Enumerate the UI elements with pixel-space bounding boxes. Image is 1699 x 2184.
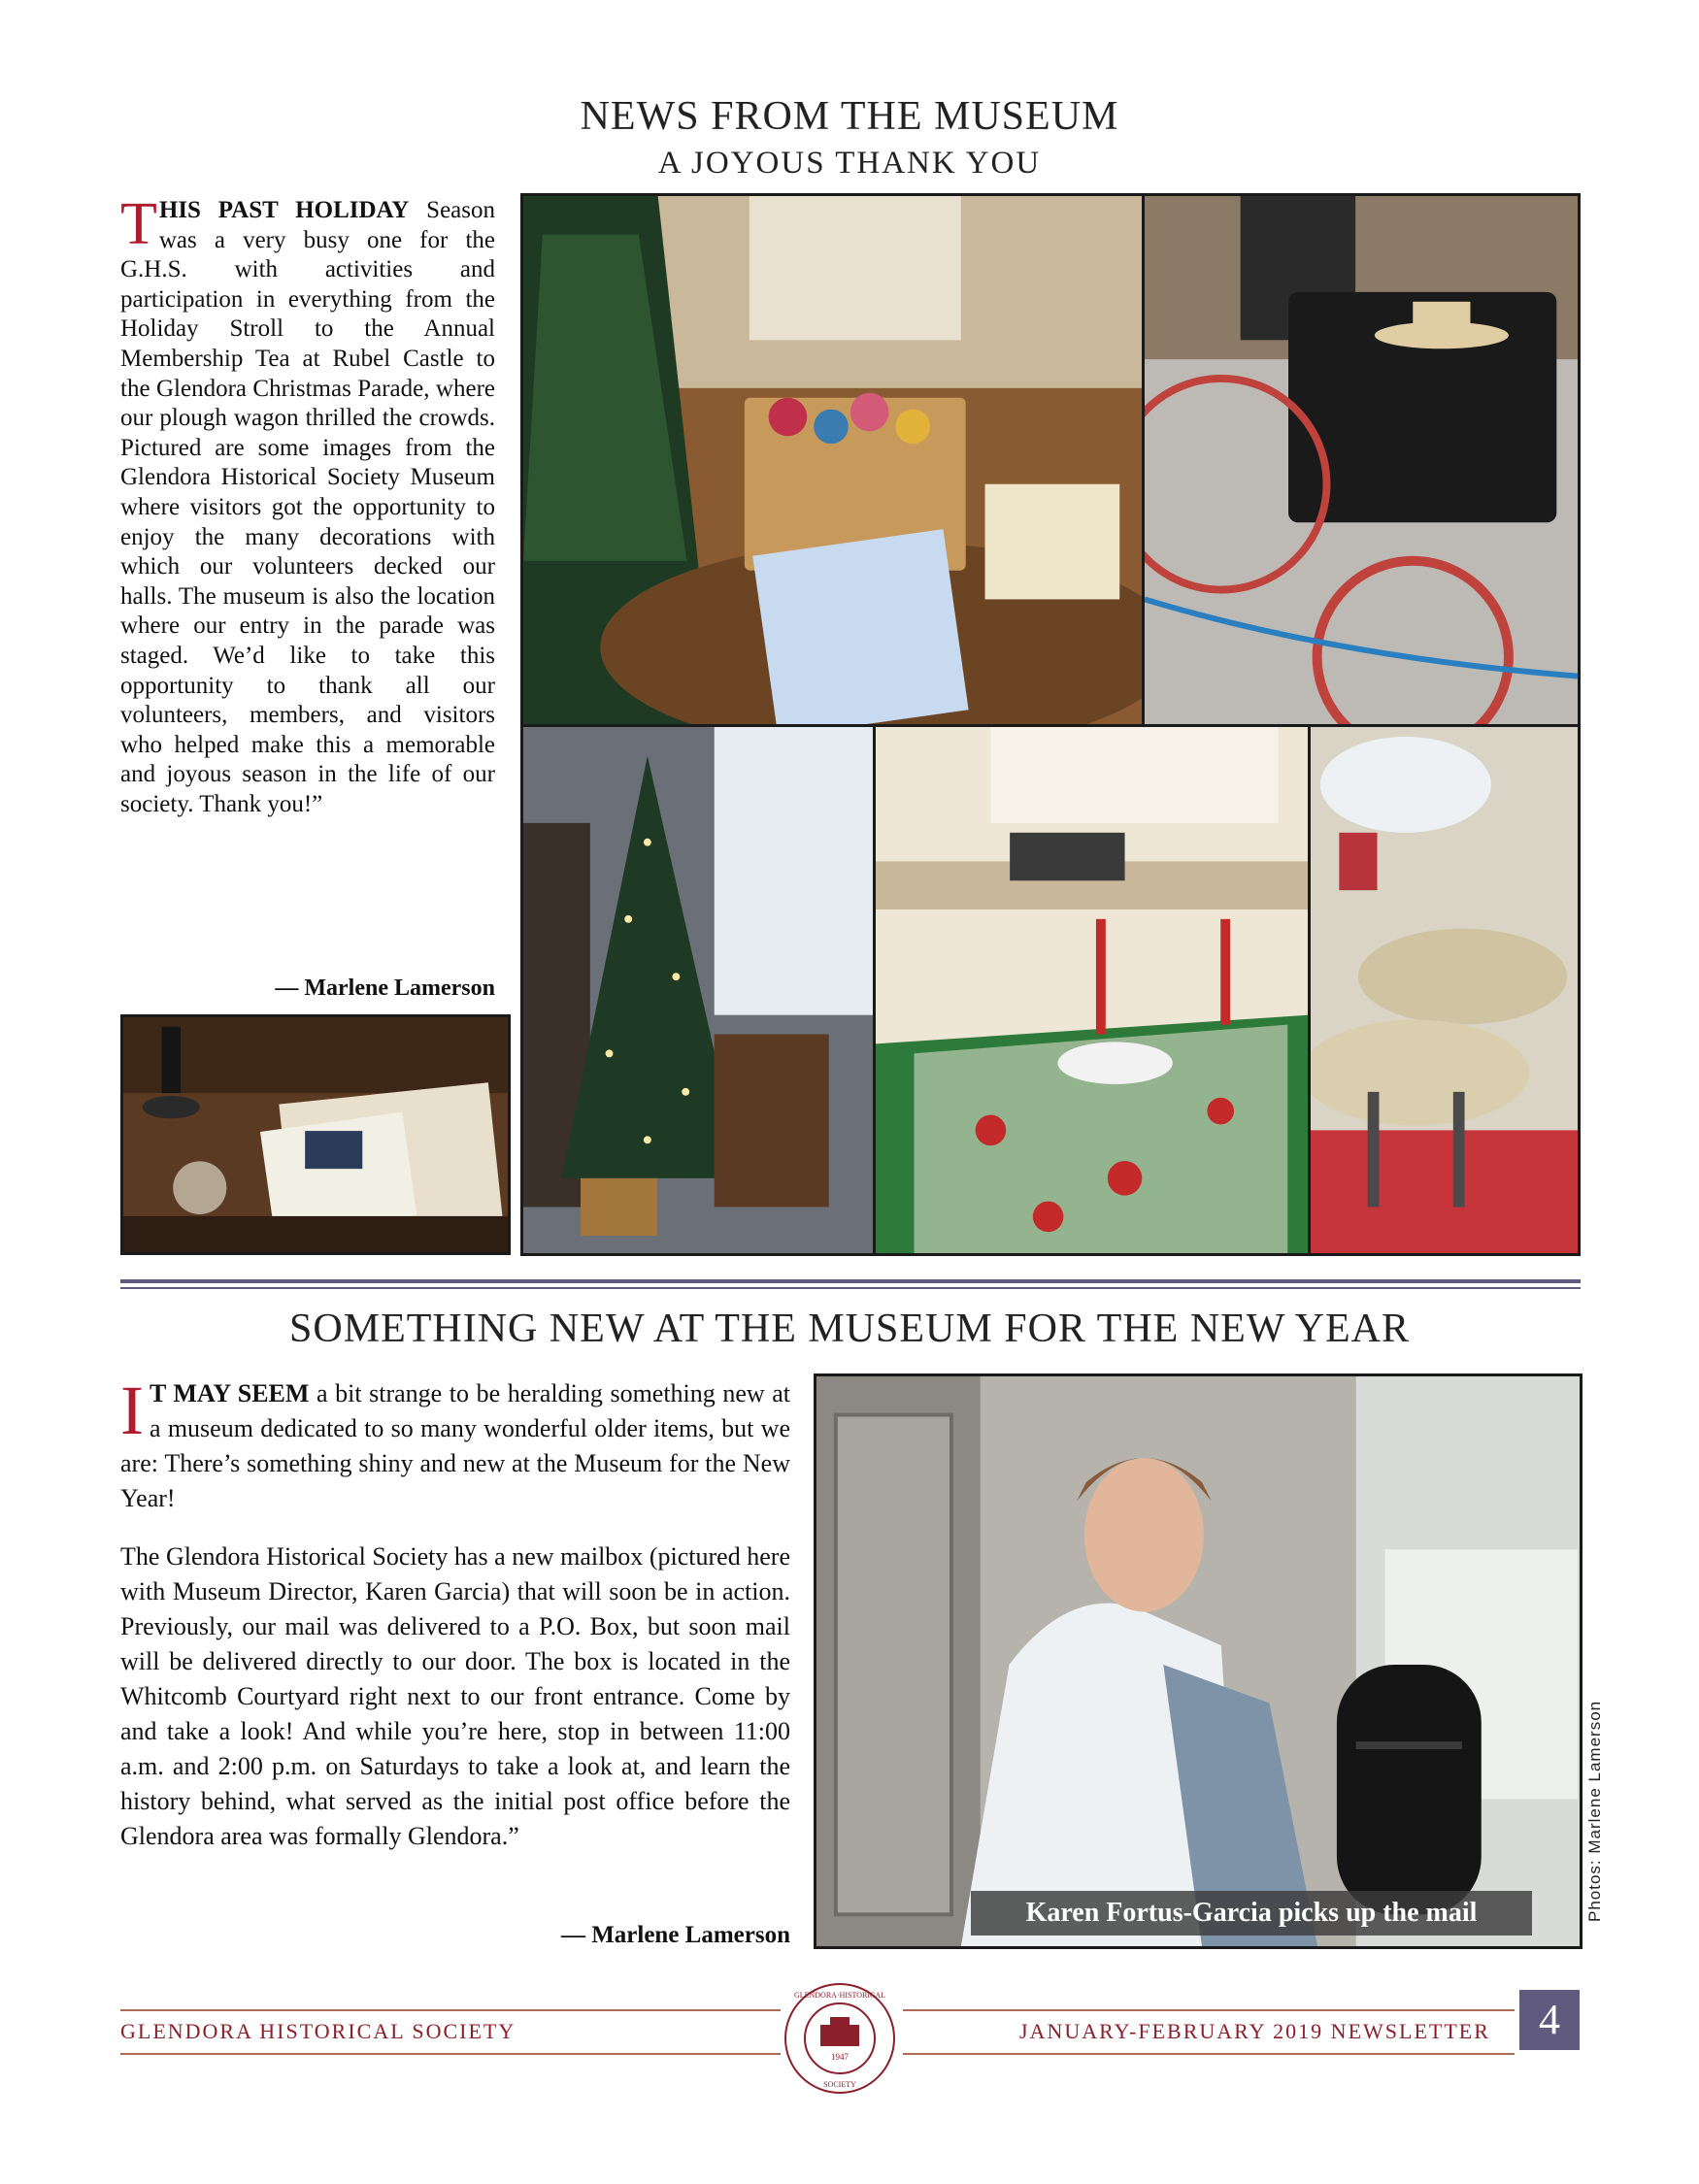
- footer-rule-left-top: [120, 2009, 781, 2011]
- article1-lead: HIS PAST HOLIDAY: [158, 197, 410, 223]
- society-seal-image: [782, 1980, 898, 2097]
- photo-ornament-basket: [520, 193, 1145, 727]
- seal-bottom-text: SOCIETY: [823, 2080, 856, 2089]
- article2-dropcap: I: [120, 1372, 144, 1449]
- footer-rule-right-bottom: [903, 2053, 1515, 2055]
- photo-credit: Photos: Marlene Lamerson: [1585, 1700, 1604, 1922]
- photo-toy-horses-image: [1311, 727, 1578, 1253]
- article2-p1: a bit strange to be heralding something new at a museum dedicated to so many wonderful older items, but we are: There’s something shiny and new at the Museum for the New Year!: [120, 1379, 791, 1512]
- photo-vintage-mail: [120, 1014, 511, 1255]
- photo-christmas-tree: [520, 724, 876, 1256]
- article1-body: Season was a very busy one for the G.H.S. with activities and participation in everything from the Holiday Stroll to the Annual Membership Tea at Rubel Castle to the Glendora Christmas Parade, where our plough wagon thrilled the crowds. Pictured are some images from the Glendora Historical Society Museum where visitors got the opportunity to enjoy the many decorations with which our volunteers decked our halls. The museum is also the location where our entry in the parade was staged. We’d like to take this opportunity to thank all our volunteers, members, and visitors who helped make this a memorable and joyous season in the life of our society. Thank you!”: [120, 197, 496, 817]
- photo-kitchen-table-image: [876, 727, 1308, 1253]
- photo-caption: Karen Fortus-Garcia picks up the mail: [971, 1891, 1532, 1936]
- page-number: 4: [1519, 1990, 1580, 2050]
- article1-dropcap: T: [120, 191, 157, 257]
- seal-year: 1947: [831, 2052, 849, 2062]
- society-seal-logo: [782, 1980, 898, 2097]
- footer-rule-right-top: [903, 2009, 1515, 2011]
- photo-christmas-tree-image: [523, 727, 873, 1253]
- footer-issue: JANUARY-FEBRUARY 2019 NEWSLETTER: [1019, 2019, 1490, 2043]
- section2-title: SOMETHING NEW AT THE MUSEUM FOR THE NEW YEAR: [289, 1307, 1410, 1351]
- section1-subtitle: A JOYOUS THANK YOU: [657, 146, 1042, 181]
- photo-carriage: [1142, 193, 1581, 727]
- photo-carriage-image: [1145, 196, 1578, 724]
- article2-lead: T MAY SEEM: [149, 1379, 310, 1407]
- article2-signature: — Marlene Lamerson: [560, 1922, 790, 1948]
- footer-rule-left-bottom: [120, 2053, 781, 2055]
- article1-text: [120, 191, 496, 819]
- footer-society-name: GLENDORA HISTORICAL SOCIETY: [120, 2019, 516, 2043]
- article2-text: [120, 1372, 791, 1877]
- section1-title: NEWS FROM THE MUSEUM: [580, 94, 1119, 139]
- photo-ornament-basket-image: [523, 196, 1142, 724]
- photo-vintage-mail-image: [123, 1017, 508, 1252]
- photo-toy-horses: [1308, 724, 1581, 1256]
- photo-mailbox-image: [816, 1376, 1580, 1946]
- photo-kitchen-table: [873, 724, 1311, 1256]
- photo-mailbox: [814, 1373, 1582, 1949]
- article2-paragraph-2: The Glendora Historical Society has a new mailbox (pictured here with Museum Director, Karen Garcia) that will soon be in action. Previously, our mail was delivered to a P.O. Box, but soon mail will be delivered directly to our door. The box is located in the Whitcomb Courtyard right next to our front entrance. Come by and take a look! And while you’re here, stop in between 11:00 a.m. and 2:00 p.m. on Saturdays to take a look at, and learn the history behind, what served as the initial post office before the Glendora area was formally Glendora.”: [120, 1542, 790, 1850]
- article1-signature: — Marlene Lamerson: [275, 976, 495, 1001]
- section-divider: [120, 1279, 1581, 1289]
- seal-top-text: GLENDORA·HISTORICAL: [793, 1991, 886, 2000]
- article2-paragraph-1: [120, 1372, 791, 1516]
